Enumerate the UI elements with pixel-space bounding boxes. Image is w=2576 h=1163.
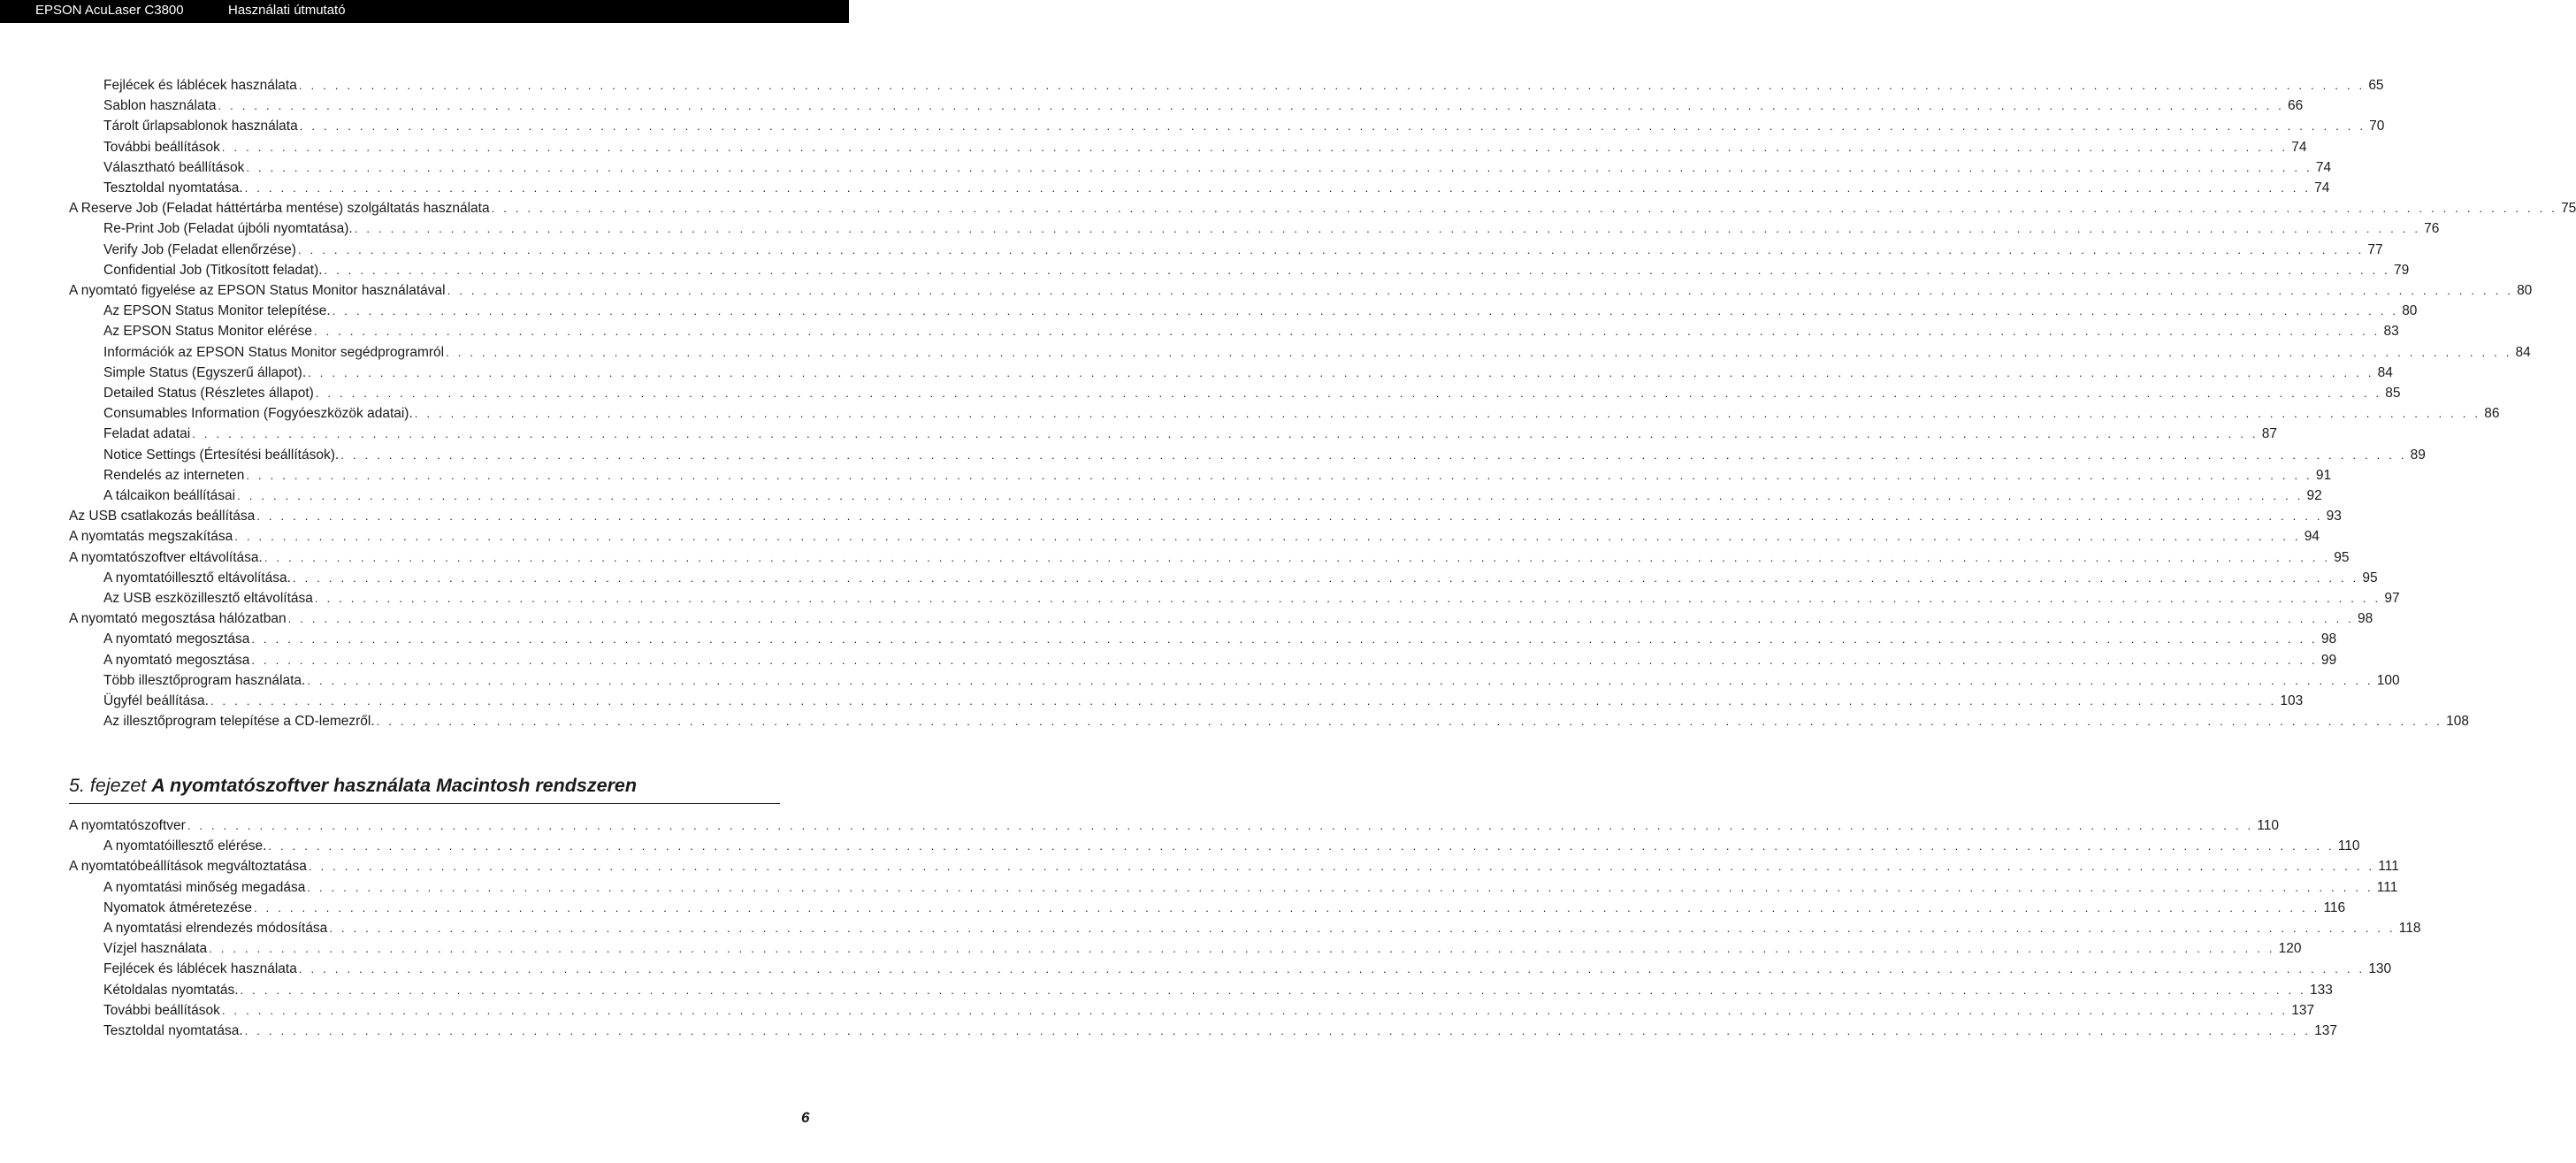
toc-entry-page: 94 [2304,529,2320,544]
toc-entry-title: A nyomtató megosztása [103,631,250,647]
toc-dot-leader: . . . . . . . . . . . . . . . . . . . . . . . . . . . . . . . . . . . . . . . . . . . . . . . . . . . . . . . . . . . . . . . . . . . . . . . . . . . . . . . . . . . . . . . . . . . . . . . . . . . . . . . . . . . . . . . . . . . . . . . . . . . . . . . . . . . . . . . . . . . . . . . . . . . . . . . . . . . . . . . . . . . . . . . . . . . . [308,860,2375,873]
toc-dot-leader: . . . . . . . . . . . . . . . . . . . . . . . . . . . . . . . . . . . . . . . . . . . . . . . . . . . . . . . . . . . . . . . . . . . . . . . . . . . . . . . . . . . . . . . . . . . . . . . . . . . . . . . . . . . . . . . . . . . . . . . . . . . . . . . . . . . . . . . . . . . . . . . . . . . . . . . . . . . . . . . . . . . . . . . . . . . . [329,922,2396,935]
toc-entry-title: A nyomtatószoftver [69,818,186,833]
toc-entry-title: További beállítások [103,1003,220,1018]
toc-dot-leader: . . . . . . . . . . . . . . . . . . . . . . . . . . . . . . . . . . . . . . . . . . . . . . . . . . . . . . . . . . . . . . . . . . . . . . . . . . . . . . . . . . . . . . . . . . . . . . . . . . . . . . . . . . . . . . . . . . . . . . . . . . . . . . . . . . . . . . . . . . . . . . . . . . . . . . . . . . . . . . . . . . . . . . . . . . . . [447,284,2514,297]
toc-entry-title: Az USB csatlakozás beállítása [69,509,256,524]
toc-entry-page: 103 [2280,693,2304,708]
toc-dot-leader: . . . . . . . . . . . . . . . . . . . . . . . . . . . . . . . . . . . . . . . . . . . . . . . . . . . . . . . . . . . . . . . . . . . . . . . . . . . . . . . . . . . . . . . . . . . . . . . . . . . . . . . . . . . . . . . . . . . . . . . . . . . . . . . . . . . . . . . . . . . . . . . . . . . . . . . . . . . . . . . . . . . . . . . . . . . . [376,715,2443,728]
toc-entry [69,817,2279,835]
toc-entry-title: Az EPSON Status Monitor elérése [103,324,313,339]
toc-entry-title: Verify Job (Feladat ellenőrzése) [103,242,296,257]
toc-entry-title: Rendelés az interneten [103,468,245,483]
toc-dot-leader: . . . . . . . . . . . . . . . . . . . . . . . . . . . . . . . . . . . . . . . . . . . . . . . . . . . . . . . . . . . . . . . . . . . . . . . . . . . . . . . . . . . . . . . . . . . . . . . . . . . . . . . . . . . . . . . . . . . . . . . . . . . . . . . . . . . . . . . . . . . . . . . . . . . . . . . . . . . . . . . . . . . . . . . . . . . . [307,674,2373,687]
toc-entry [103,220,2440,238]
toc-entry-page: 92 [2306,488,2322,503]
toc-entry-page: 110 [2337,838,2360,853]
toc-entry [103,241,2383,259]
toc-dot-leader: . . . . . . . . . . . . . . . . . . . . . . . . . . . . . . . . . . . . . . . . . . . . . . . . . . . . . . . . . . . . . . . . . . . . . . . . . . . . . . . . . . . . . . . . . . . . . . . . . . . . . . . . . . . . . . . . . . . . . . . . . . . . . . . . . . . . . . . . . . . . . . . . . . . . . . . . . . . . . . . . . . . . . . . . . . . . [298,79,2366,92]
toc-dot-leader: . . . . . . . . . . . . . . . . . . . . . . . . . . . . . . . . . . . . . . . . . . . . . . . . . . . . . . . . . . . . . . . . . . . . . . . . . . . . . . . . . . . . . . . . . . . . . . . . . . . . . . . . . . . . . . . . . . . . . . . . . . . . . . . . . . . . . . . . . . . . . . . . . . . . . . . . . . . . . . . . . . . . . . . . . . . . [264,551,2331,564]
toc-entry [103,262,2410,279]
toc-dot-leader: . . . . . . . . . . . . . . . . . . . . . . . . . . . . . . . . . . . . . . . . . . . . . . . . . . . . . . . . . . . . . . . . . . . . . . . . . . . . . . . . . . . . . . . . . . . . . . . . . . . . . . . . . . . . . . . . . . . . . . . . . . . . . . . . . . . . . . . . . . . . . . . . . . . . . . . . . . . . . . . . . . . . . . . . . . . . [268,839,2335,853]
toc-entry-title: Simple Status (Egyszerű állapot). [103,365,307,380]
toc-entry-title: Re-Print Job (Feladat újbóli nyomtatása). [103,221,353,236]
toc-entry [103,302,2418,320]
toc-entry-title: Ügyfél beállítása. [103,693,209,708]
toc-entry-page: 99 [2320,653,2337,668]
toc-entry-page: 85 [2385,386,2401,401]
toc-entry [103,344,2531,362]
toc-dot-leader: . . . . . . . . . . . . . . . . . . . . . . . . . . . . . . . . . . . . . . . . . . . . . . . . . . . . . . . . . . . . . . . . . . . . . . . . . . . . . . . . . . . . . . . . . . . . . . . . . . . . . . . . . . . . . . . . . . . . . . . . . . . . . . . . . . . . . . . . . . . . . . . . . . . . . . . . . . . . . . . . . . . . . . . . . . . . [314,325,2381,338]
toc-entry-page: 98 [2320,631,2337,647]
toc-entry [103,467,2332,485]
toc-entry-page: 91 [2315,468,2332,483]
toc-dot-leader: . . . . . . . . . . . . . . . . . . . . . . . . . . . . . . . . . . . . . . . . . . . . . . . . . . . . . . . . . . . . . . . . . . . . . . . . . . . . . . . . . . . . . . . . . . . . . . . . . . . . . . . . . . . . . . . . . . . . . . . . . . . . . . . . . . . . . . . . . . . . . . . . . . . . . . . . . . . . . . . . . . . . . . . . . . . . [244,1024,2312,1037]
toc-entry [103,672,2400,690]
toc-entry-page: 120 [2278,941,2302,956]
toc-entry-page: 74 [2314,180,2330,195]
toc-entry [103,139,2307,157]
toc-entry-title: A nyomtatószoftver eltávolítása. [69,550,263,565]
toc-entry-page: 95 [2362,570,2378,585]
toc-entry-page: 83 [2383,324,2399,339]
toc-entry-page: 111 [2378,859,2399,874]
toc-dot-leader: . . . . . . . . . . . . . . . . . . . . . . . . . . . . . . . . . . . . . . . . . . . . . . . . . . . . . . . . . . . . . . . . . . . . . . . . . . . . . . . . . . . . . . . . . . . . . . . . . . . . . . . . . . . . . . . . . . . . . . . . . . . . . . . . . . . . . . . . . . . . . . . . . . . . . . . . . . . . . . . . . . . . . . . . . . . . [446,346,2512,359]
toc-entry-title: A nyomtatóillesztő eltávolítása. [103,570,291,585]
toc-entry-title: További beállítások [103,140,220,155]
toc-entry-page: 97 [2384,591,2400,606]
toc-entry [103,425,2277,443]
toc-dot-leader: . . . . . . . . . . . . . . . . . . . . . . . . . . . . . . . . . . . . . . . . . . . . . . . . . . . . . . . . . . . . . . . . . . . . . . . . . . . . . . . . . . . . . . . . . . . . . . . . . . . . . . . . . . . . . . . . . . . . . . . . . . . . . . . . . . . . . . . . . . . . . . . . . . . . . . . . . . . . . . . . . . . . . . . . . . . . [251,632,2318,646]
toc-dot-leader: . . . . . . . . . . . . . . . . . . . . . . . . . . . . . . . . . . . . . . . . . . . . . . . . . . . . . . . . . . . . . . . . . . . . . . . . . . . . . . . . . . . . . . . . . . . . . . . . . . . . . . . . . . . . . . . . . . . . . . . . . . . . . . . . . . . . . . . . . . . . . . . . . . . . . . . . . . . . . . . . . . . . . . . . . . . . [332,304,2399,318]
toc-entry [103,920,2421,937]
toc-entry-page: 89 [2410,448,2426,463]
toc-dot-leader: . . . . . . . . . . . . . . . . . . . . . . . . . . . . . . . . . . . . . . . . . . . . . . . . . . . . . . . . . . . . . . . . . . . . . . . . . . . . . . . . . . . . . . . . . . . . . . . . . . . . . . . . . . . . . . . . . . . . . . . . . . . . . . . . . . . . . . . . . . . . . . . . . . . . . . . . . . . . . . . . . . . . . . . . . . . . [299,119,2366,133]
toc-entry-title: Vízjel használata [103,941,208,956]
toc-entry [103,447,2426,464]
toc-entry [103,631,2337,648]
toc-entry-title: A nyomtató megosztása hálózatban [69,611,287,626]
toc-dot-leader: . . . . . . . . . . . . . . . . . . . . . . . . . . . . . . . . . . . . . . . . . . . . . . . . . . . . . . . . . . . . . . . . . . . . . . . . . . . . . . . . . . . . . . . . . . . . . . . . . . . . . . . . . . . . . . . . . . . . . . . . . . . . . . . . . . . . . . . . . . . . . . . . . . . . . . . . . . . . . . . . . . . . . . . . . . . . [246,161,2312,174]
toc-dot-leader: . . . . . . . . . . . . . . . . . . . . . . . . . . . . . . . . . . . . . . . . . . . . . . . . . . . . . . . . . . . . . . . . . . . . . . . . . . . . . . . . . . . . . . . . . . . . . . . . . . . . . . . . . . . . . . . . . . . . . . . . . . . . . . . . . . . . . . . . . . . . . . . . . . . . . . . . . . . . . . . . . . . . . . . . . . . . [246,469,2312,482]
toc-entry [69,549,2350,567]
toc-entry-page: 137 [2291,1003,2315,1018]
toc-entry [103,982,2333,999]
toc-entry [103,713,2469,731]
toc-dot-leader: . . . . . . . . . . . . . . . . . . . . . . . . . . . . . . . . . . . . . . . . . . . . . . . . . . . . . . . . . . . . . . . . . . . . . . . . . . . . . . . . . . . . . . . . . . . . . . . . . . . . . . . . . . . . . . . . . . . . . . . . . . . . . . . . . . . . . . . . . . . . . . . . . . . . . . . . . . . . . . . . . . . . . . . . . . . . [251,654,2318,667]
toc-entry-page: 76 [2424,221,2440,236]
toc-entry-title: Az illesztőprogram telepítése a CD-lemezről. [103,714,375,729]
toc-dot-leader: . . . . . . . . . . . . . . . . . . . . . . . . . . . . . . . . . . . . . . . . . . . . . . . . . . . . . . . . . . . . . . . . . . . . . . . . . . . . . . . . . . . . . . . . . . . . . . . . . . . . . . . . . . . . . . . . . . . . . . . . . . . . . . . . . . . . . . . . . . . . . . . . . . . . . . . . . . . . . . . . . . . . . . . . . . . . [221,141,2289,154]
toc-entry-title: Detailed Status (Részletes állapot) [103,386,314,401]
toc-entry-title: Információk az EPSON Status Monitor segédprogramról [103,345,445,360]
toc-entry [103,159,2332,177]
toc-entry [103,487,2322,505]
toc-entry [103,405,2500,423]
running-header [0,0,849,23]
toc-entry-page: 66 [2288,98,2304,113]
toc-entry-title: A nyomtatás megszakítása [69,529,233,544]
toc-entry [103,1022,2337,1040]
toc-entry-title: Notice Settings (Értesítési beállítások). [103,448,340,463]
toc-entry-title: Confidential Job (Titkosított feladat). [103,263,323,278]
toc-entry-title: A nyomtató megosztása [103,653,250,668]
toc-entry [103,652,2337,669]
toc-entry-title: A nyomtatási elrendezés módosítása [103,921,328,936]
toc-dot-leader: . . . . . . . . . . . . . . . . . . . . . . . . . . . . . . . . . . . . . . . . . . . . . . . . . . . . . . . . . . . . . . . . . . . . . . . . . . . . . . . . . . . . . . . . . . . . . . . . . . . . . . . . . . . . . . . . . . . . . . . . . . . . . . . . . . . . . . . . . . . . . . . . . . . . . . . . . . . . . . . . . . . . . . . . . . . . [244,181,2312,195]
toc-entry-page: 75 [2561,201,2576,216]
toc-entry-title: A nyomtatási minőség megadása [103,880,306,895]
toc-entry [103,323,2399,340]
toc-dot-leader: . . . . . . . . . . . . . . . . . . . . . . . . . . . . . . . . . . . . . . . . . . . . . . . . . . . . . . . . . . . . . . . . . . . . . . . . . . . . . . . . . . . . . . . . . . . . . . . . . . . . . . . . . . . . . . . . . . . . . . . . . . . . . . . . . . . . . . . . . . . . . . . . . . . . . . . . . . . . . . . . . . . . . . . . . . . . [314,592,2381,605]
toc-entry [103,385,2401,402]
toc-entry-page: 65 [2368,78,2384,93]
toc-entry-title: Az USB eszközillesztő eltávolítása [103,591,313,606]
toc-entry [69,282,2533,300]
toc-entry [103,590,2400,608]
toc-entry-page: 137 [2314,1023,2337,1038]
toc-entry [103,180,2330,197]
toc-entry-page: 95 [2334,550,2350,565]
toc-entry-page: 70 [2369,119,2385,134]
toc-dot-leader: . . . . . . . . . . . . . . . . . . . . . . . . . . . . . . . . . . . . . . . . . . . . . . . . . . . . . . . . . . . . . . . . . . . . . . . . . . . . . . . . . . . . . . . . . . . . . . . . . . . . . . . . . . . . . . . . . . . . . . . . . . . . . . . . . . . . . . . . . . . . . . . . . . . . . . . . . . . . . . . . . . . . . . . . . . . . [187,819,2254,832]
toc-entry-title: Nyomatok átméretezése [103,900,252,915]
toc-entry [69,610,2373,628]
toc-entry-title: Több illesztőprogram használata. [103,673,306,688]
toc-entry [103,77,2384,95]
chapter-title: A nyomtatószoftver használata Macintosh rendszeren [151,775,638,796]
toc-dot-leader: . . . . . . . . . . . . . . . . . . . . . . . . . . . . . . . . . . . . . . . . . . . . . . . . . . . . . . . . . . . . . . . . . . . . . . . . . . . . . . . . . . . . . . . . . . . . . . . . . . . . . . . . . . . . . . . . . . . . . . . . . . . . . . . . . . . . . . . . . . . . . . . . . . . . . . . . . . . . . . . . . . . . . . . . . . . . [218,99,2284,112]
toc-dot-leader: . . . . . . . . . . . . . . . . . . . . . . . . . . . . . . . . . . . . . . . . . . . . . . . . . . . . . . . . . . . . . . . . . . . . . . . . . . . . . . . . . . . . . . . . . . . . . . . . . . . . . . . . . . . . . . . . . . . . . . . . . . . . . . . . . . . . . . . . . . . . . . . . . . . . . . . . . . . . . . . . . . . . . . . . . . . . [254,901,2320,914]
toc-entry-title: Választható beállítások [103,160,245,175]
toc-dot-leader: . . . . . . . . . . . . . . . . . . . . . . . . . . . . . . . . . . . . . . . . . . . . . . . . . . . . . . . . . . . . . . . . . . . . . . . . . . . . . . . . . . . . . . . . . . . . . . . . . . . . . . . . . . . . . . . . . . . . . . . . . . . . . . . . . . . . . . . . . . . . . . . . . . . . . . . . . . . . . . . . . . . . . . . . . . . . [210,694,2277,708]
toc-entry-page: 80 [2402,303,2418,318]
toc-dot-leader: . . . . . . . . . . . . . . . . . . . . . . . . . . . . . . . . . . . . . . . . . . . . . . . . . . . . . . . . . . . . . . . . . . . . . . . . . . . . . . . . . . . . . . . . . . . . . . . . . . . . . . . . . . . . . . . . . . . . . . . . . . . . . . . . . . . . . . . . . . . . . . . . . . . . . . . . . . . . . . . . . . . . . . . . . . . . [234,530,2301,543]
toc-entry-title: A nyomtatóillesztő elérése. [103,838,267,853]
toc-entry [103,940,2302,958]
toc-entry [103,118,2385,135]
toc-entry-page: 79 [2394,263,2410,278]
toc-entry-title: Kétoldalas nyomtatás. [103,983,239,998]
toc-entry-title: A nyomtatóbeállítások megváltoztatása [69,859,307,874]
toc-dot-leader: . . . . . . . . . . . . . . . . . . . . . . . . . . . . . . . . . . . . . . . . . . . . . . . . . . . . . . . . . . . . . . . . . . . . . . . . . . . . . . . . . . . . . . . . . . . . . . . . . . . . . . . . . . . . . . . . . . . . . . . . . . . . . . . . . . . . . . . . . . . . . . . . . . . . . . . . . . . . . . . . . . . . . . . . . . . . [297,243,2365,256]
toc-entry-page: 133 [2309,983,2333,998]
toc-entry-page: 87 [2261,426,2277,441]
toc-entry [103,960,2392,978]
toc-entry-title: Fejlécek és láblécek használata [103,78,297,93]
toc-dot-leader: . . . . . . . . . . . . . . . . . . . . . . . . . . . . . . . . . . . . . . . . . . . . . . . . . . . . . . . . . . . . . . . . . . . . . . . . . . . . . . . . . . . . . . . . . . . . . . . . . . . . . . . . . . . . . . . . . . . . . . . . . . . . . . . . . . . . . . . . . . . . . . . . . . . . . . . . . . . . . . . . . . . . . . . . . . . . [414,407,2481,420]
toc-entry-title: Tesztoldal nyomtatása. [103,180,243,195]
header-document-title: Használati útmutató [228,3,346,18]
toc-entry-title: Fejlécek és láblécek használata [103,961,297,976]
toc-entry-title: Consumables Information (Fogyóeszközök adatai). [103,406,413,421]
toc-entry-page: 130 [2368,961,2392,976]
toc-entry-page: 86 [2484,406,2500,421]
toc-dot-leader: . . . . . . . . . . . . . . . . . . . . . . . . . . . . . . . . . . . . . . . . . . . . . . . . . . . . . . . . . . . . . . . . . . . . . . . . . . . . . . . . . . . . . . . . . . . . . . . . . . . . . . . . . . . . . . . . . . . . . . . . . . . . . . . . . . . . . . . . . . . . . . . . . . . . . . . . . . . . . . . . . . . . . . . . . . . . [491,202,2558,215]
toc-entry-title: Feladat adatai [103,426,191,441]
toc-entry [103,692,2304,710]
toc-dot-leader: . . . . . . . . . . . . . . . . . . . . . . . . . . . . . . . . . . . . . . . . . . . . . . . . . . . . . . . . . . . . . . . . . . . . . . . . . . . . . . . . . . . . . . . . . . . . . . . . . . . . . . . . . . . . . . . . . . . . . . . . . . . . . . . . . . . . . . . . . . . . . . . . . . . . . . . . . . . . . . . . . . . . . . . . . . . . [287,612,2355,625]
toc-entry-page: 93 [2326,509,2342,524]
toc-dot-leader: . . . . . . . . . . . . . . . . . . . . . . . . . . . . . . . . . . . . . . . . . . . . . . . . . . . . . . . . . . . . . . . . . . . . . . . . . . . . . . . . . . . . . . . . . . . . . . . . . . . . . . . . . . . . . . . . . . . . . . . . . . . . . . . . . . . . . . . . . . . . . . . . . . . . . . . . . . . . . . . . . . . . . . . . . . . . [307,881,2373,894]
chapter-heading [69,775,780,804]
toc-dot-leader: . . . . . . . . . . . . . . . . . . . . . . . . . . . . . . . . . . . . . . . . . . . . . . . . . . . . . . . . . . . . . . . . . . . . . . . . . . . . . . . . . . . . . . . . . . . . . . . . . . . . . . . . . . . . . . . . . . . . . . . . . . . . . . . . . . . . . . . . . . . . . . . . . . . . . . . . . . . . . . . . . . . . . . . . . . . . [324,264,2390,277]
toc-dot-leader: . . . . . . . . . . . . . . . . . . . . . . . . . . . . . . . . . . . . . . . . . . . . . . . . . . . . . . . . . . . . . . . . . . . . . . . . . . . . . . . . . . . . . . . . . . . . . . . . . . . . . . . . . . . . . . . . . . . . . . . . . . . . . . . . . . . . . . . . . . . . . . . . . . . . . . . . . . . . . . . . . . . . . . . . . . . . [298,962,2366,976]
toc-entry-page: 100 [2376,673,2400,688]
toc-dot-leader: . . . . . . . . . . . . . . . . . . . . . . . . . . . . . . . . . . . . . . . . . . . . . . . . . . . . . . . . . . . . . . . . . . . . . . . . . . . . . . . . . . . . . . . . . . . . . . . . . . . . . . . . . . . . . . . . . . . . . . . . . . . . . . . . . . . . . . . . . . . . . . . . . . . . . . . . . . . . . . . . . . . . . . . . . . . . [240,983,2306,997]
toc-entry-title: Sablon használata [103,98,217,113]
toc-entry-page: 77 [2367,242,2383,257]
toc-entry-page: 80 [2517,283,2533,298]
toc-dot-leader: . . . . . . . . . . . . . . . . . . . . . . . . . . . . . . . . . . . . . . . . . . . . . . . . . . . . . . . . . . . . . . . . . . . . . . . . . . . . . . . . . . . . . . . . . . . . . . . . . . . . . . . . . . . . . . . . . . . . . . . . . . . . . . . . . . . . . . . . . . . . . . . . . . . . . . . . . . . . . . . . . . . . . . . . . . . . [256,509,2323,523]
toc-dot-leader: . . . . . . . . . . . . . . . . . . . . . . . . . . . . . . . . . . . . . . . . . . . . . . . . . . . . . . . . . . . . . . . . . . . . . . . . . . . . . . . . . . . . . . . . . . . . . . . . . . . . . . . . . . . . . . . . . . . . . . . . . . . . . . . . . . . . . . . . . . . . . . . . . . . . . . . . . . . . . . . . . . . . . . . . . . . . [292,571,2359,585]
toc-entry-page: 116 [2323,900,2346,915]
toc-entry-page: 118 [2398,921,2421,936]
toc-entry [103,838,2360,855]
toc-entry-title: Tárolt űrlapsablonok használata [103,119,298,134]
toc-dot-leader: . . . . . . . . . . . . . . . . . . . . . . . . . . . . . . . . . . . . . . . . . . . . . . . . . . . . . . . . . . . . . . . . . . . . . . . . . . . . . . . . . . . . . . . . . . . . . . . . . . . . . . . . . . . . . . . . . . . . . . . . . . . . . . . . . . . . . . . . . . . . . . . . . . . . . . . . . . . . . . . . . . . . . . . . . . . . [354,222,2421,235]
toc-entry-title: A nyomtató figyelése az EPSON Status Monitor használatával [69,283,446,298]
toc-entry [103,97,2304,115]
toc-entry-page: 74 [2291,140,2307,155]
toc-entry-page: 108 [2446,714,2469,729]
toc-entry [103,899,2346,917]
header-product-name: EPSON AcuLaser C3800 [35,3,184,18]
toc-dot-leader: . . . . . . . . . . . . . . . . . . . . . . . . . . . . . . . . . . . . . . . . . . . . . . . . . . . . . . . . . . . . . . . . . . . . . . . . . . . . . . . . . . . . . . . . . . . . . . . . . . . . . . . . . . . . . . . . . . . . . . . . . . . . . . . . . . . . . . . . . . . . . . . . . . . . . . . . . . . . . . . . . . . . . . . . . . . . [308,366,2374,379]
page-number: 6 [801,1109,810,1126]
toc-entry-title: A tálcaikon beállításai [103,488,236,503]
toc-entry-title: Az EPSON Status Monitor telepítése. [103,303,331,318]
toc-dot-leader: . . . . . . . . . . . . . . . . . . . . . . . . . . . . . . . . . . . . . . . . . . . . . . . . . . . . . . . . . . . . . . . . . . . . . . . . . . . . . . . . . . . . . . . . . . . . . . . . . . . . . . . . . . . . . . . . . . . . . . . . . . . . . . . . . . . . . . . . . . . . . . . . . . . . . . . . . . . . . . . . . . . . . . . . . . . . [209,942,2275,955]
toc-dot-leader: . . . . . . . . . . . . . . . . . . . . . . . . . . . . . . . . . . . . . . . . . . . . . . . . . . . . . . . . . . . . . . . . . . . . . . . . . . . . . . . . . . . . . . . . . . . . . . . . . . . . . . . . . . . . . . . . . . . . . . . . . . . . . . . . . . . . . . . . . . . . . . . . . . . . . . . . . . . . . . . . . . . . . . . . . . . . [237,489,2304,502]
chapter-number: 5. fejezet [69,775,147,796]
toc-entry [69,200,2576,218]
toc-entry [69,528,2320,546]
toc-dot-leader: . . . . . . . . . . . . . . . . . . . . . . . . . . . . . . . . . . . . . . . . . . . . . . . . . . . . . . . . . . . . . . . . . . . . . . . . . . . . . . . . . . . . . . . . . . . . . . . . . . . . . . . . . . . . . . . . . . . . . . . . . . . . . . . . . . . . . . . . . . . . . . . . . . . . . . . . . . . . . . . . . . . . . . . . . . . . [221,1004,2289,1017]
toc-dot-leader: . . . . . . . . . . . . . . . . . . . . . . . . . . . . . . . . . . . . . . . . . . . . . . . . . . . . . . . . . . . . . . . . . . . . . . . . . . . . . . . . . . . . . . . . . . . . . . . . . . . . . . . . . . . . . . . . . . . . . . . . . . . . . . . . . . . . . . . . . . . . . . . . . . . . . . . . . . . . . . . . . . . . . . . . . . . . [192,427,2259,440]
toc-dot-leader: . . . . . . . . . . . . . . . . . . . . . . . . . . . . . . . . . . . . . . . . . . . . . . . . . . . . . . . . . . . . . . . . . . . . . . . . . . . . . . . . . . . . . . . . . . . . . . . . . . . . . . . . . . . . . . . . . . . . . . . . . . . . . . . . . . . . . . . . . . . . . . . . . . . . . . . . . . . . . . . . . . . . . . . . . . . . [340,448,2407,462]
toc-entry-page: 111 [2376,880,2398,895]
toc-dot-leader: . . . . . . . . . . . . . . . . . . . . . . . . . . . . . . . . . . . . . . . . . . . . . . . . . . . . . . . . . . . . . . . . . . . . . . . . . . . . . . . . . . . . . . . . . . . . . . . . . . . . . . . . . . . . . . . . . . . . . . . . . . . . . . . . . . . . . . . . . . . . . . . . . . . . . . . . . . . . . . . . . . . . . . . . . . . . [315,386,2382,400]
toc-entry [103,879,2398,897]
toc-entry [103,364,2393,382]
toc-entry [69,508,2342,525]
toc-entry-page: 84 [2515,345,2531,360]
toc-entry [103,570,2378,587]
toc-entry-title: A Reserve Job (Feladat háttértárba mentése) szolgáltatás használata [69,201,490,216]
toc-entry-page: 110 [2257,818,2279,833]
toc-entry-title: Tesztoldal nyomtatása. [103,1023,243,1038]
toc-entry-page: 74 [2315,160,2332,175]
toc-entry [103,1002,2315,1020]
toc-entry [69,858,2399,876]
toc-entry-page: 98 [2358,611,2373,626]
toc-entry-page: 84 [2377,365,2393,380]
